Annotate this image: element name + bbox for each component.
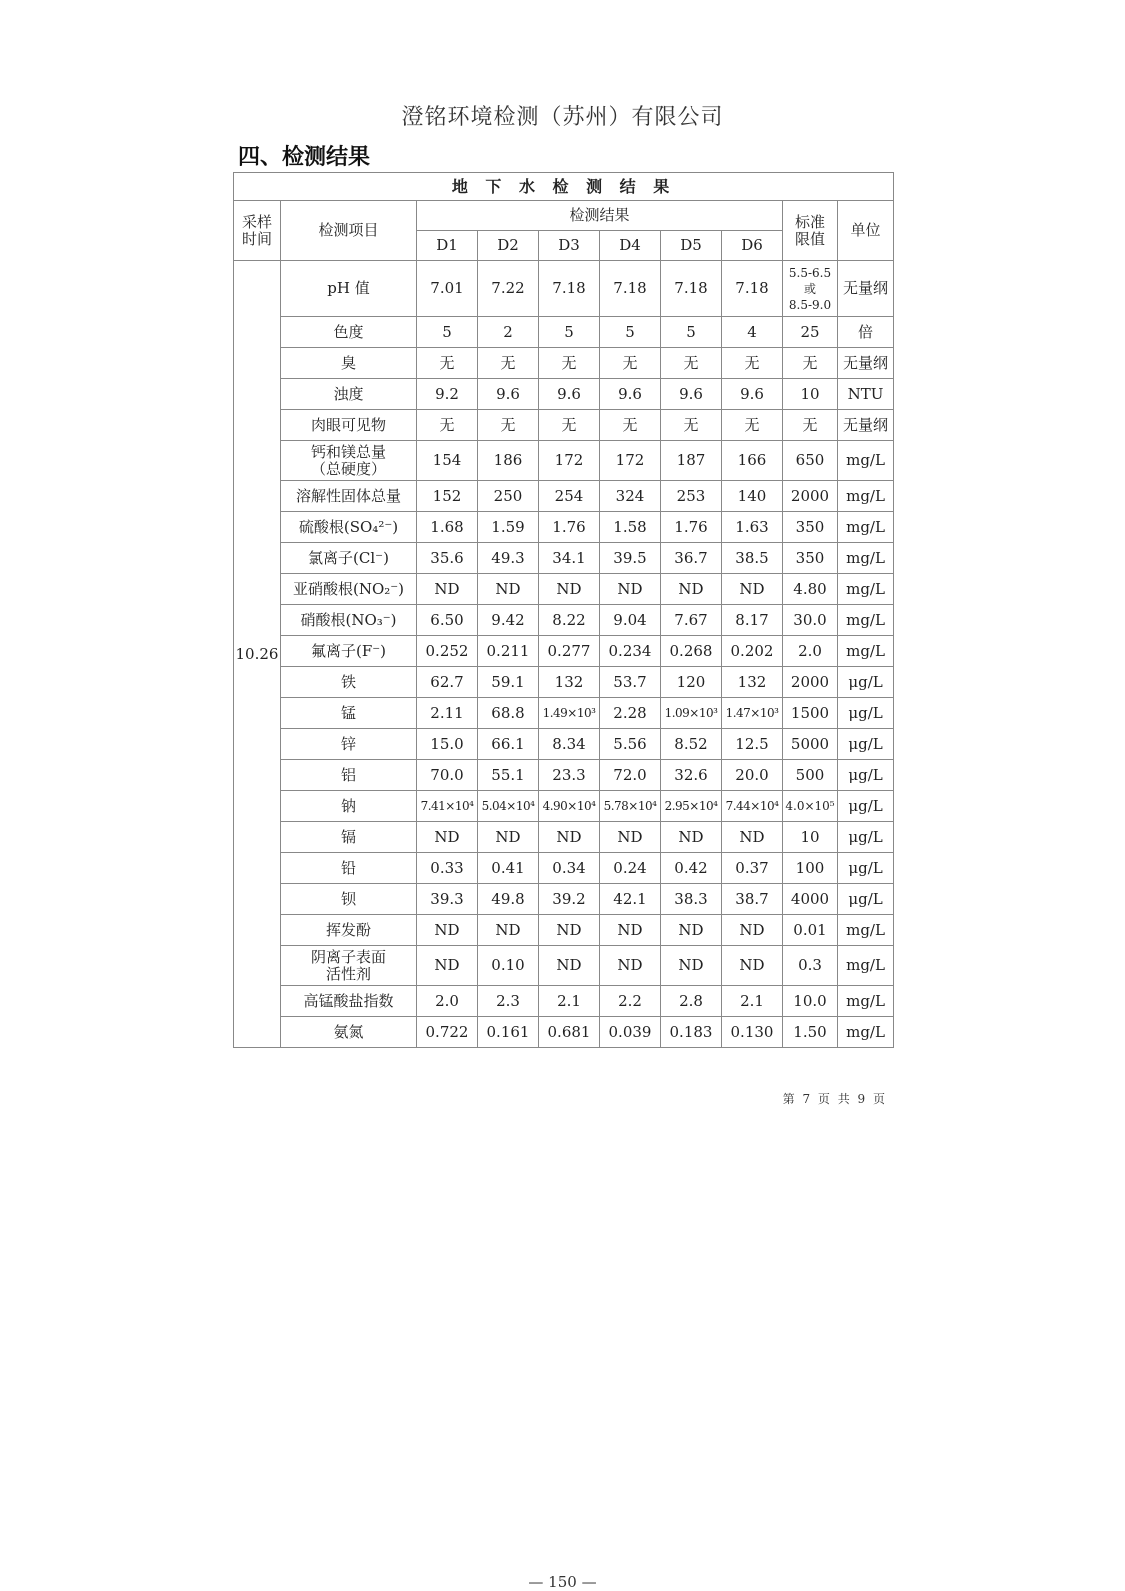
result-value: 0.42 (661, 853, 722, 884)
result-value: 20.0 (722, 760, 783, 791)
result-value: 5 (539, 317, 600, 348)
result-value: 0.24 (600, 853, 661, 884)
item-name: 挥发酚 (281, 915, 417, 946)
item-name: 肉眼可见物 (281, 410, 417, 441)
result-value: 8.34 (539, 729, 600, 760)
result-value: 38.3 (661, 884, 722, 915)
standard-limit: 100 (783, 853, 838, 884)
result-value: ND (417, 574, 478, 605)
standard-limit: 10.0 (783, 986, 838, 1017)
result-value: 38.5 (722, 543, 783, 574)
result-value: ND (722, 946, 783, 986)
result-value: 2.1 (722, 986, 783, 1017)
result-value: 2.11 (417, 698, 478, 729)
result-value: 0.211 (478, 636, 539, 667)
result-value: 9.04 (600, 605, 661, 636)
result-value: 9.6 (600, 379, 661, 410)
item-name: 钙和镁总量 （总硬度） (281, 441, 417, 481)
unit: μg/L (838, 822, 894, 853)
result-value: ND (417, 822, 478, 853)
unit: 无量纲 (838, 410, 894, 441)
result-value: 无 (661, 410, 722, 441)
result-value: 0.10 (478, 946, 539, 986)
result-value: 0.268 (661, 636, 722, 667)
result-value: 120 (661, 667, 722, 698)
result-value: ND (661, 822, 722, 853)
item-name: 锌 (281, 729, 417, 760)
result-value: 8.52 (661, 729, 722, 760)
result-value: ND (478, 822, 539, 853)
result-value: 2 (478, 317, 539, 348)
result-value: 166 (722, 441, 783, 481)
result-value: 1.59 (478, 512, 539, 543)
item-name: 铅 (281, 853, 417, 884)
result-value: ND (600, 822, 661, 853)
standard-limit: 4.0×10⁵ (783, 791, 838, 822)
result-value: 1.58 (600, 512, 661, 543)
table-row (234, 729, 894, 760)
table-row (234, 379, 894, 410)
standard-limit: 350 (783, 543, 838, 574)
result-value: ND (478, 915, 539, 946)
table-row (234, 261, 894, 317)
result-value: 23.3 (539, 760, 600, 791)
unit: 无量纲 (838, 348, 894, 379)
header-unit: 单位 (838, 201, 894, 261)
result-value: 6.50 (417, 605, 478, 636)
table-row (234, 791, 894, 822)
header-point: D3 (539, 231, 600, 261)
result-value: 1.47×10³ (722, 698, 783, 729)
table-row (234, 317, 894, 348)
standard-limit: 10 (783, 379, 838, 410)
result-value: 9.2 (417, 379, 478, 410)
result-value: ND (600, 574, 661, 605)
header-point: D1 (417, 231, 478, 261)
result-value: ND (722, 915, 783, 946)
result-value: 55.1 (478, 760, 539, 791)
result-value: 9.6 (478, 379, 539, 410)
unit: μg/L (838, 760, 894, 791)
result-value: ND (539, 915, 600, 946)
result-value: 7.18 (600, 261, 661, 317)
header-standard: 标准 限值 (783, 201, 838, 261)
unit: mg/L (838, 543, 894, 574)
result-value: 12.5 (722, 729, 783, 760)
result-value: 49.3 (478, 543, 539, 574)
table-row (234, 512, 894, 543)
result-value: 0.130 (722, 1017, 783, 1048)
result-value: 5 (417, 317, 478, 348)
header-point: D2 (478, 231, 539, 261)
result-value: 5.56 (600, 729, 661, 760)
standard-limit: 无 (783, 348, 838, 379)
result-value: 68.8 (478, 698, 539, 729)
item-name: 铁 (281, 667, 417, 698)
header-item: 检测项目 (281, 201, 417, 261)
result-value: ND (600, 946, 661, 986)
result-value: 7.18 (722, 261, 783, 317)
result-value: 0.33 (417, 853, 478, 884)
result-value: ND (539, 946, 600, 986)
result-value: 15.0 (417, 729, 478, 760)
unit: μg/L (838, 729, 894, 760)
item-name: 氯离子(Cl⁻) (281, 543, 417, 574)
standard-limit: 30.0 (783, 605, 838, 636)
result-value: 0.34 (539, 853, 600, 884)
result-value: 0.277 (539, 636, 600, 667)
item-name: 硫酸根(SO₄²⁻) (281, 512, 417, 543)
result-value: 0.161 (478, 1017, 539, 1048)
table-row (234, 574, 894, 605)
result-value: 9.42 (478, 605, 539, 636)
result-value: 1.09×10³ (661, 698, 722, 729)
result-value: 5.04×10⁴ (478, 791, 539, 822)
result-value: ND (539, 574, 600, 605)
result-value: 7.41×10⁴ (417, 791, 478, 822)
result-value: 5.78×10⁴ (600, 791, 661, 822)
result-value: 39.2 (539, 884, 600, 915)
result-value: 39.3 (417, 884, 478, 915)
item-name: 钡 (281, 884, 417, 915)
unit: 无量纲 (838, 261, 894, 317)
standard-limit: 10 (783, 822, 838, 853)
item-name: 氨氮 (281, 1017, 417, 1048)
result-value: 1.76 (661, 512, 722, 543)
item-name: 镉 (281, 822, 417, 853)
item-name: 浊度 (281, 379, 417, 410)
result-value: 1.68 (417, 512, 478, 543)
result-value: 1.76 (539, 512, 600, 543)
result-value: 2.3 (478, 986, 539, 1017)
result-value: 2.8 (661, 986, 722, 1017)
unit: mg/L (838, 605, 894, 636)
result-value: ND (417, 946, 478, 986)
groundwater-results-table (233, 172, 894, 1048)
result-value: 140 (722, 481, 783, 512)
result-value: 无 (417, 348, 478, 379)
result-value: 53.7 (600, 667, 661, 698)
result-value: 5 (661, 317, 722, 348)
unit: mg/L (838, 441, 894, 481)
result-value: 7.44×10⁴ (722, 791, 783, 822)
header-point: D4 (600, 231, 661, 261)
result-value: 无 (722, 410, 783, 441)
unit: mg/L (838, 946, 894, 986)
item-name: 钠 (281, 791, 417, 822)
result-value: 无 (539, 410, 600, 441)
unit: mg/L (838, 574, 894, 605)
result-value: 59.1 (478, 667, 539, 698)
result-value: 2.1 (539, 986, 600, 1017)
item-name: 溶解性固体总量 (281, 481, 417, 512)
unit: mg/L (838, 636, 894, 667)
table-row (234, 410, 894, 441)
unit: mg/L (838, 915, 894, 946)
standard-limit: 4000 (783, 884, 838, 915)
table-row (234, 636, 894, 667)
standard-limit: 0.01 (783, 915, 838, 946)
result-value: ND (539, 822, 600, 853)
table-row (234, 441, 894, 481)
item-name: 氟离子(F⁻) (281, 636, 417, 667)
result-value: 35.6 (417, 543, 478, 574)
result-value: 无 (539, 348, 600, 379)
item-name: 阴离子表面 活性剂 (281, 946, 417, 986)
table-row (234, 543, 894, 574)
item-name: 臭 (281, 348, 417, 379)
result-value: 36.7 (661, 543, 722, 574)
page-info: 第 7 页 共 9 页 (782, 1092, 887, 1106)
result-value: ND (478, 574, 539, 605)
result-value: 9.6 (661, 379, 722, 410)
unit: μg/L (838, 698, 894, 729)
result-value: 253 (661, 481, 722, 512)
table-row (234, 1017, 894, 1048)
result-value: ND (722, 574, 783, 605)
table-row (234, 760, 894, 791)
result-value: 无 (417, 410, 478, 441)
standard-limit: 5.5-6.5 或 8.5-9.0 (783, 261, 838, 317)
result-value: ND (661, 946, 722, 986)
result-value: 2.95×10⁴ (661, 791, 722, 822)
table-row (234, 481, 894, 512)
result-value: 324 (600, 481, 661, 512)
result-value: 7.01 (417, 261, 478, 317)
result-value: 0.37 (722, 853, 783, 884)
company-name: 澄铭环境检测（苏州）有限公司 (401, 105, 724, 130)
header-point: D6 (722, 231, 783, 261)
result-value: 1.63 (722, 512, 783, 543)
item-name: 锰 (281, 698, 417, 729)
result-value: ND (661, 574, 722, 605)
result-value: 172 (600, 441, 661, 481)
result-value: 0.202 (722, 636, 783, 667)
unit: 倍 (838, 317, 894, 348)
standard-limit: 4.80 (783, 574, 838, 605)
result-value: 62.7 (417, 667, 478, 698)
table-row (234, 698, 894, 729)
result-value: 7.18 (661, 261, 722, 317)
item-name: 硝酸根(NO₃⁻) (281, 605, 417, 636)
result-value: 0.41 (478, 853, 539, 884)
result-value: 0.039 (600, 1017, 661, 1048)
result-value: 172 (539, 441, 600, 481)
result-value: 无 (661, 348, 722, 379)
result-value: 无 (478, 348, 539, 379)
result-value: 49.8 (478, 884, 539, 915)
result-value: 132 (722, 667, 783, 698)
standard-limit: 1.50 (783, 1017, 838, 1048)
result-value: 8.22 (539, 605, 600, 636)
result-value: 72.0 (600, 760, 661, 791)
standard-limit: 650 (783, 441, 838, 481)
result-value: 66.1 (478, 729, 539, 760)
result-value: 2.2 (600, 986, 661, 1017)
result-value: ND (722, 822, 783, 853)
result-value: 186 (478, 441, 539, 481)
standard-limit: 0.3 (783, 946, 838, 986)
item-name: 铝 (281, 760, 417, 791)
result-value: 0.681 (539, 1017, 600, 1048)
result-value: 9.6 (722, 379, 783, 410)
result-value: 无 (722, 348, 783, 379)
table-row (234, 884, 894, 915)
page-number: — 150 — (528, 1573, 597, 1591)
result-value: 42.1 (600, 884, 661, 915)
table-row (234, 986, 894, 1017)
result-value: 250 (478, 481, 539, 512)
standard-limit: 2000 (783, 481, 838, 512)
result-value: 9.6 (539, 379, 600, 410)
standard-limit: 无 (783, 410, 838, 441)
result-value: 无 (600, 410, 661, 441)
result-value: 38.7 (722, 884, 783, 915)
result-value: 1.49×10³ (539, 698, 600, 729)
standard-limit: 500 (783, 760, 838, 791)
item-name: 亚硝酸根(NO₂⁻) (281, 574, 417, 605)
unit: μg/L (838, 853, 894, 884)
result-value: 39.5 (600, 543, 661, 574)
result-value: 7.18 (539, 261, 600, 317)
result-value: 154 (417, 441, 478, 481)
header-results: 检测结果 (417, 201, 783, 231)
unit: mg/L (838, 986, 894, 1017)
item-name: pH 值 (281, 261, 417, 317)
standard-limit: 2000 (783, 667, 838, 698)
result-value: 7.22 (478, 261, 539, 317)
item-name: 色度 (281, 317, 417, 348)
standard-limit: 25 (783, 317, 838, 348)
result-value: ND (417, 915, 478, 946)
result-value: 2.0 (417, 986, 478, 1017)
result-value: 4.90×10⁴ (539, 791, 600, 822)
result-value: 254 (539, 481, 600, 512)
table-caption: 地 下 水 检 测 结 果 (234, 173, 894, 201)
table-row (234, 348, 894, 379)
table-row (234, 946, 894, 986)
result-value: 8.17 (722, 605, 783, 636)
unit: μg/L (838, 791, 894, 822)
result-value: 187 (661, 441, 722, 481)
result-value: 0.722 (417, 1017, 478, 1048)
section-title: 四、检测结果 (238, 145, 371, 170)
result-value: 0.252 (417, 636, 478, 667)
result-value: 152 (417, 481, 478, 512)
result-value: 0.183 (661, 1017, 722, 1048)
result-value: 132 (539, 667, 600, 698)
result-value: 7.67 (661, 605, 722, 636)
unit: mg/L (838, 481, 894, 512)
result-value: 0.234 (600, 636, 661, 667)
unit: mg/L (838, 1017, 894, 1048)
table-row (234, 822, 894, 853)
table-row (234, 915, 894, 946)
table-row (234, 667, 894, 698)
table-row (234, 605, 894, 636)
result-value: 4 (722, 317, 783, 348)
result-value: ND (661, 915, 722, 946)
unit: μg/L (838, 884, 894, 915)
result-value: 70.0 (417, 760, 478, 791)
unit: mg/L (838, 512, 894, 543)
unit: NTU (838, 379, 894, 410)
unit: μg/L (838, 667, 894, 698)
standard-limit: 350 (783, 512, 838, 543)
header-point: D5 (661, 231, 722, 261)
sampling-date: 10.26 (234, 261, 281, 1048)
result-value: 34.1 (539, 543, 600, 574)
standard-limit: 2.0 (783, 636, 838, 667)
table-row (234, 853, 894, 884)
item-name: 高锰酸盐指数 (281, 986, 417, 1017)
result-value: 无 (600, 348, 661, 379)
result-value: 32.6 (661, 760, 722, 791)
result-value: ND (600, 915, 661, 946)
standard-limit: 1500 (783, 698, 838, 729)
result-value: 5 (600, 317, 661, 348)
result-value: 2.28 (600, 698, 661, 729)
standard-limit: 5000 (783, 729, 838, 760)
header-sampling-time: 采样 时间 (234, 201, 281, 261)
result-value: 无 (478, 410, 539, 441)
